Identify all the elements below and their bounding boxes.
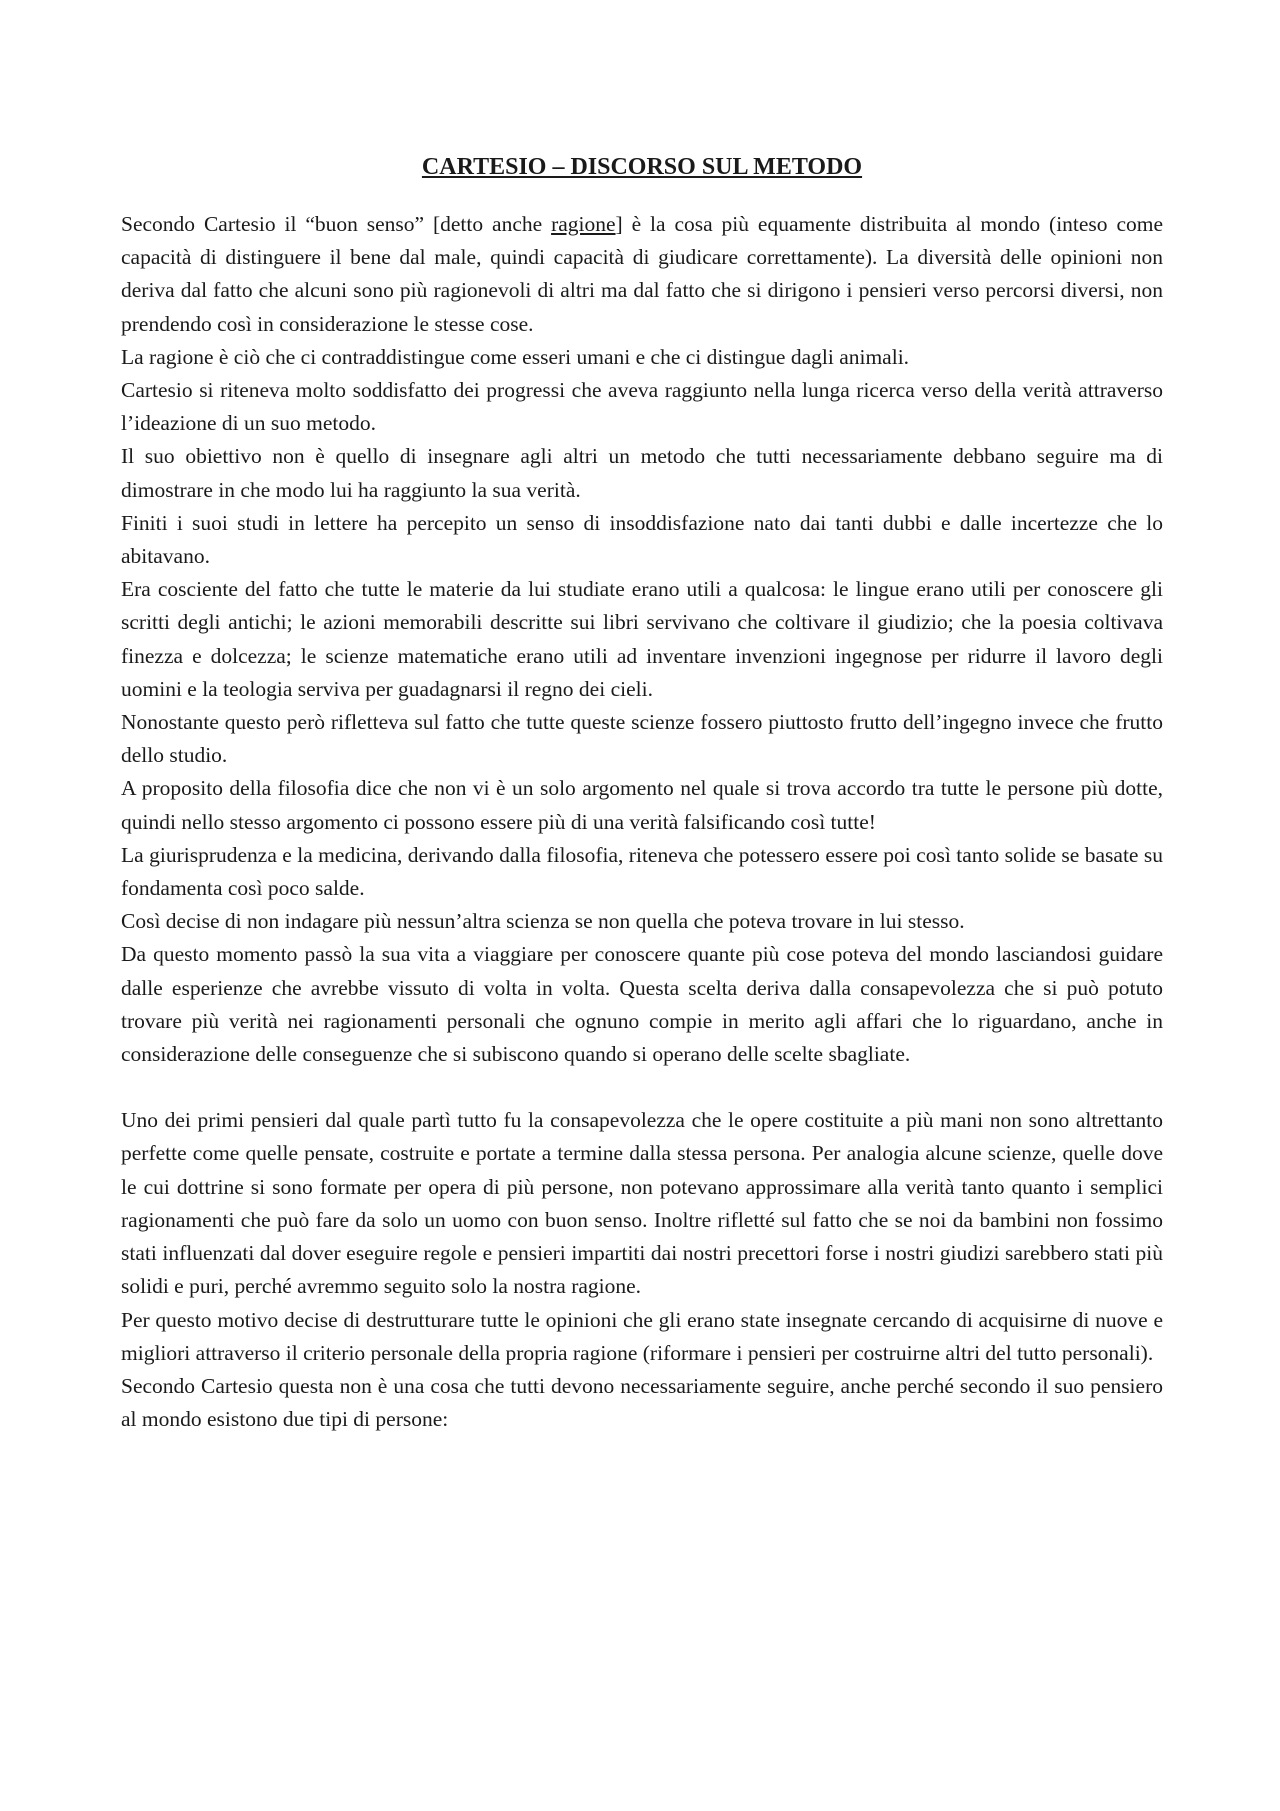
paragraph-13: Per questo motivo decise di destrutturare tutte le opinioni che gli erano state insegnate cercando di acquisirne di nuove e migliori attraverso il criterio personale della propria ragione (riformare i pensieri per costruirne altri del tutto personali).: [121, 1307, 1163, 1365]
paragraph-1-start: Secondo Cartesio il “buon senso” [detto anche: [121, 212, 552, 236]
paragraph-1: [121, 208, 1163, 341]
page-title: CARTESIO – DISCORSO SUL METODO: [421, 154, 863, 180]
document-page: [121, 150, 1163, 1436]
paragraph-7: Nonostante questo però rifletteva sul fatto che tutte queste scienze fossero piuttosto frutto dell’ingegno invece che frutto dello studio.: [121, 710, 1163, 768]
underlined-term-ragione: ragione: [551, 212, 616, 236]
paragraph-10: Così decise di non indagare più nessun’altra scienza se non quella che poteva trovare in lui stesso.: [121, 909, 965, 934]
paragraph-9: La giurisprudenza e la medicina, derivando dalla filosofia, riteneva che potessero essere poi così tanto solide se basate su fondamenta così poco salde.: [121, 842, 1163, 901]
paragraph-8: A proposito della filosofia dice che non vi è un solo argomento nel quale si trova accordo tra tutte le persone più dotte, quindi nello stesso argomento ci possono essere più di una verità falsificando così tutte!: [121, 776, 1163, 834]
paragraph-14: Secondo Cartesio questa non è una cosa che tutti devono necessariamente seguire, anche perché secondo il suo pensiero al mondo esistono due tipi di persone:: [121, 1373, 1163, 1432]
paragraph-1-end: ] è la cosa più equamente distribuita al mondo (inteso come capacità di distinguere il bene dal male, quindi capacità di giudicare correttamente). La diversità delle opinioni non deriva dal fatto che alcuni sono più ragionevoli di altri ma dal fatto che si dirigono i pensieri verso percorsi diversi, non prendendo così in considerazione le stesse cose.: [121, 212, 1164, 336]
paragraph-3: Cartesio si riteneva molto soddisfatto dei progressi che aveva raggiunto nella lunga ricerca verso della verità attraverso l’ideazione di un suo metodo.: [121, 378, 1163, 436]
paragraph-12: Uno dei primi pensieri dal quale partì tutto fu la consapevolezza che le opere costituite a più mani non sono altrettanto perfette come quelle pensate, costruite e portate a termine dalla stessa persona. Per analogia alcune scienze, quelle dove le cui dottrine si sono formate per opera di più persone, non potevano approssimare alla verità tanto quanto i semplici ragionamenti che può fare da solo un uomo con buon senso. Inoltre rifletté sul fatto che se noi da bambini non fossimo stati influenzati dal dover eseguire regole e pensieri impartiti dai nostri precettori forse i nostri giudizi sarebbero stati più solidi e puri, perché avremmo seguito solo la nostra ragione.: [121, 1108, 1163, 1299]
paragraph-2: La ragione è ciò che ci contraddistingue come esseri umani e che ci distingue dagli animali.: [121, 344, 910, 369]
paragraph-11: Da questo momento passò la sua vita a viaggiare per conoscere quante più cose poteva del mondo lasciandosi guidare dalle esperienze che avrebbe vissuto di volta in volta. Questa scelta deriva dalla consapevolezza che si può potuto trovare più verità nei ragionamenti personali che ognuno compie in merito agli affari che lo riguardano, anche in considerazione delle conseguenze che si subiscono quando si operano delle scelte sbagliate.: [121, 942, 1163, 1067]
paragraph-5: Finiti i suoi studi in lettere ha percepito un senso di insoddisfazione nato dai tanti dubbi e dalle incertezze che lo abitavano.: [121, 510, 1163, 569]
paragraph-4: Il suo obiettivo non è quello di insegnare agli altri un metodo che tutti necessariamente debbano seguire ma di dimostrare in che modo lui ha raggiunto la sua verità.: [121, 444, 1163, 502]
paragraph-6: Era cosciente del fatto che tutte le materie da lui studiate erano utili a qualcosa: le lingue erano utili per conoscere gli scritti degli antichi; le azioni memorabili descritte sui libri servivano che coltivare il giudizio; che la poesia coltivava finezza e dolcezza; le scienze matematiche erano utili ad inventare invenzioni ingegnose per ridurre il lavoro degli uomini e la teologia serviva per guadagnarsi il regno dei cieli.: [121, 577, 1163, 701]
